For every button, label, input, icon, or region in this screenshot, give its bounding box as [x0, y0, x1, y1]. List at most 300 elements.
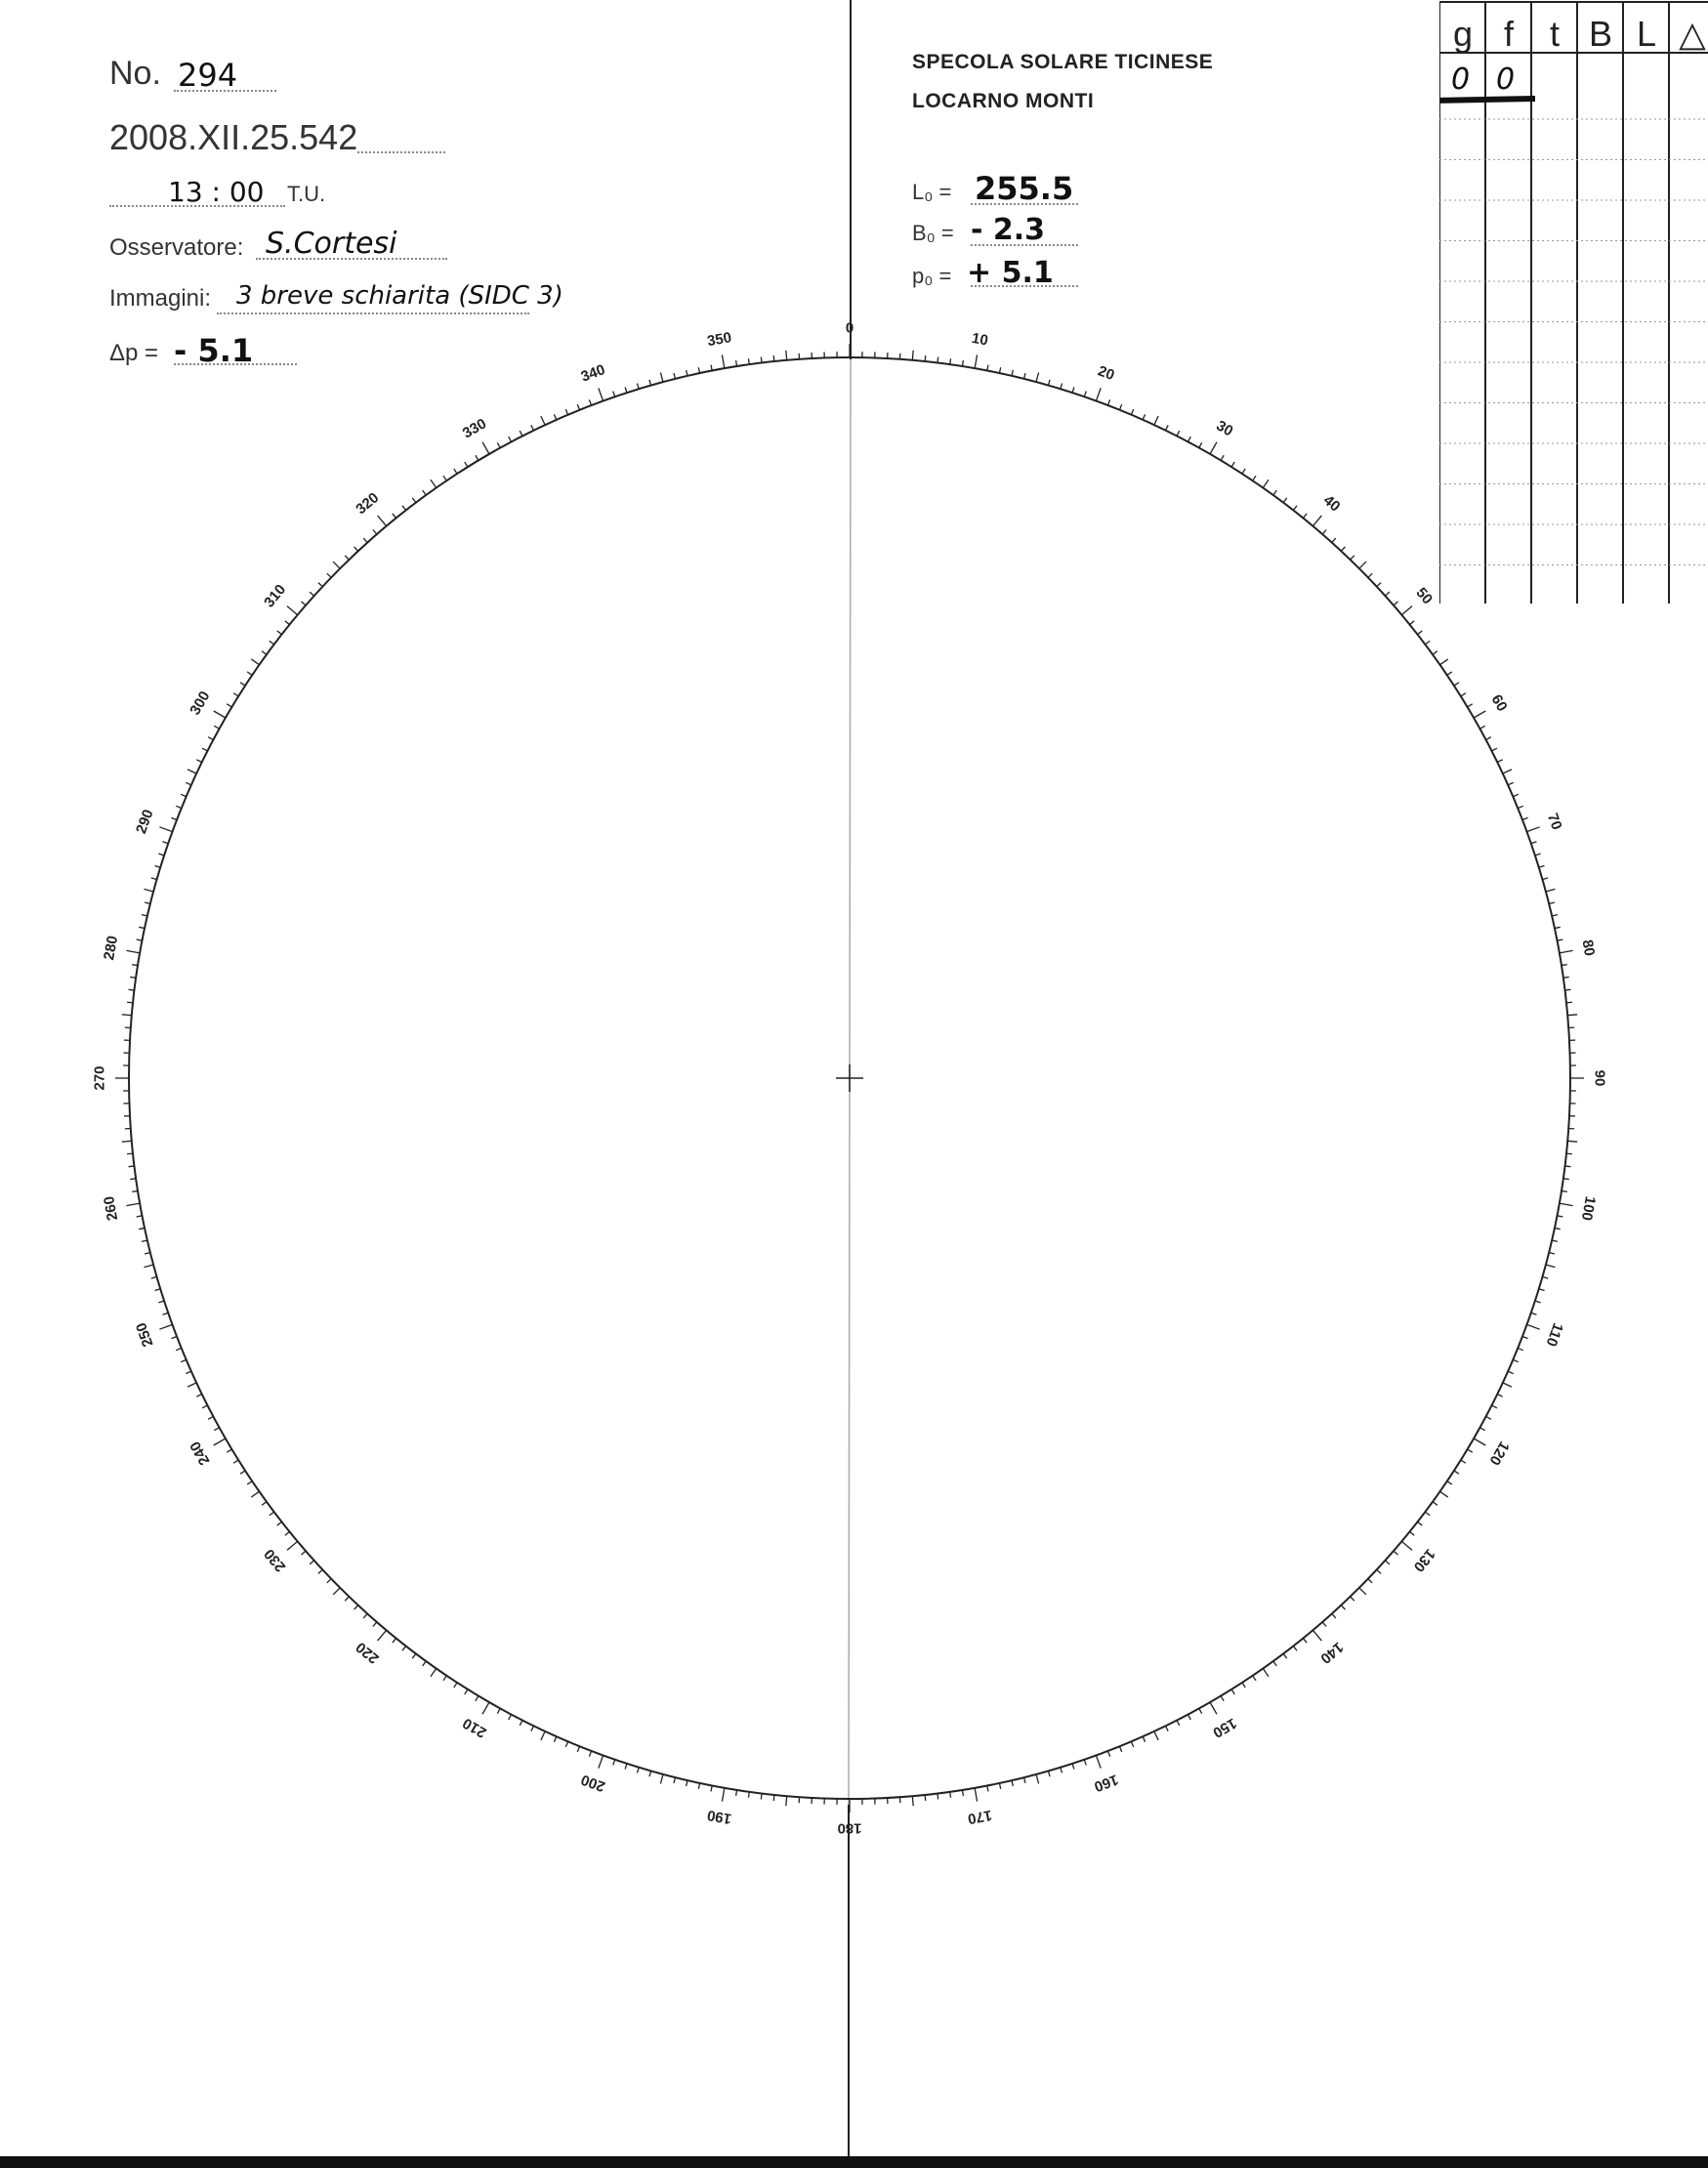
- tick-302: [233, 693, 238, 696]
- tick-21: [1107, 399, 1109, 405]
- tick-200: [599, 1755, 604, 1768]
- tick-141: [1303, 1639, 1307, 1644]
- number-label: No.: [109, 55, 161, 92]
- tick-258: [139, 1228, 145, 1229]
- tick-219: [393, 1639, 396, 1644]
- tick-144: [1273, 1661, 1277, 1666]
- tick-135: [1359, 1588, 1366, 1595]
- tick-149: [1221, 1696, 1224, 1701]
- tick-17: [1061, 384, 1062, 390]
- tick-195: [660, 1774, 663, 1784]
- tick-40: [1312, 516, 1321, 526]
- tick-label-250: 250: [133, 1320, 157, 1350]
- tick-14: [1024, 373, 1025, 379]
- tick-317: [354, 547, 358, 551]
- tick-152: [1187, 1715, 1190, 1720]
- tick-220: [378, 1630, 387, 1641]
- time-unit: T.U.: [287, 182, 326, 206]
- tick-227: [318, 1569, 322, 1573]
- tick-278: [130, 977, 136, 978]
- tick-label-290: 290: [133, 807, 157, 836]
- tick-286: [151, 878, 157, 880]
- tick-307: [270, 641, 274, 645]
- tick-264: [127, 1153, 133, 1154]
- tick-214: [443, 1676, 446, 1681]
- tick-25: [1154, 416, 1158, 425]
- tick-282: [139, 927, 145, 928]
- tick-236: [247, 1481, 252, 1484]
- tick-132: [1385, 1561, 1389, 1564]
- tick-226: [327, 1579, 331, 1583]
- tick-112: [1518, 1348, 1523, 1350]
- tick-252: [158, 1301, 164, 1303]
- tick-324: [423, 490, 427, 495]
- tick-256: [145, 1253, 150, 1254]
- tick-196: [649, 1771, 651, 1776]
- tick-101: [1557, 1216, 1562, 1217]
- tick-label-220: 220: [353, 1638, 383, 1667]
- tick-label-10: 10: [970, 329, 990, 350]
- header-delta: △: [1679, 14, 1706, 54]
- tick-122: [1461, 1460, 1466, 1463]
- tick-263: [129, 1166, 135, 1167]
- tick-label-170: 170: [966, 1806, 994, 1827]
- delta-p-value: - 5.1: [174, 332, 254, 369]
- tick-311: [301, 602, 306, 605]
- tick-248: [176, 1348, 182, 1350]
- tick-label-20: 20: [1095, 362, 1117, 385]
- tick-label-130: 130: [1409, 1545, 1438, 1575]
- tick-209: [497, 1708, 500, 1713]
- tick-127: [1425, 1512, 1430, 1516]
- tick-206: [531, 1726, 534, 1730]
- tick-74: [1542, 878, 1548, 880]
- tick-304: [247, 672, 252, 675]
- tick-23: [1131, 409, 1133, 415]
- tick-261: [132, 1190, 138, 1191]
- tick-113: [1513, 1359, 1519, 1361]
- tick-69: [1522, 817, 1528, 819]
- tick-337: [565, 409, 567, 415]
- tick-172: [950, 1792, 951, 1798]
- tick-191: [711, 1785, 712, 1791]
- tick-259: [137, 1216, 143, 1217]
- tick-100: [1560, 1203, 1573, 1205]
- tick-287: [155, 865, 161, 867]
- tick-label-0: 0: [845, 319, 854, 337]
- tick-318: [363, 538, 367, 542]
- tick-label-210: 210: [459, 1714, 490, 1741]
- tick-52: [1418, 631, 1423, 635]
- cell-g-1: 0: [1451, 63, 1471, 97]
- tick-321: [393, 514, 396, 519]
- tick-303: [240, 683, 245, 686]
- tick-170: [975, 1788, 977, 1802]
- tick-285: [144, 889, 153, 892]
- tick-257: [142, 1240, 147, 1241]
- header-t: t: [1549, 14, 1560, 54]
- tick-329: [476, 455, 479, 460]
- tick-280: [126, 950, 140, 952]
- tick-241: [214, 1428, 219, 1431]
- tick-47: [1377, 583, 1381, 587]
- p0-label: p₀ =: [912, 264, 952, 288]
- tick-108: [1535, 1301, 1541, 1303]
- tick-192: [698, 1783, 699, 1789]
- delta-p-label: Δp =: [109, 340, 159, 366]
- tick-10: [975, 354, 977, 368]
- tick-37: [1283, 498, 1287, 503]
- tick-104: [1549, 1253, 1555, 1254]
- institution-location: LOCARNO MONTI: [912, 90, 1095, 112]
- tick-label-200: 200: [578, 1771, 607, 1795]
- bottom-edge-bar: [0, 2156, 1708, 2168]
- tick-276: [127, 1002, 133, 1003]
- tick-157: [1131, 1741, 1133, 1747]
- tick-9: [962, 360, 963, 366]
- tick-300: [214, 711, 226, 718]
- tick-label-140: 140: [1316, 1638, 1347, 1667]
- tick-187: [761, 1793, 762, 1799]
- tick-262: [130, 1179, 136, 1180]
- tick-99: [1562, 1190, 1567, 1191]
- tick-175: [912, 1796, 913, 1806]
- tick-29: [1199, 442, 1202, 447]
- tick-197: [637, 1768, 639, 1773]
- tick-78: [1555, 927, 1561, 928]
- tick-79: [1557, 939, 1562, 940]
- tick-253: [155, 1289, 161, 1291]
- tick-19: [1084, 392, 1086, 397]
- tick-154: [1166, 1726, 1169, 1730]
- tick-81: [1562, 965, 1567, 966]
- tick-label-270: 270: [91, 1065, 108, 1091]
- tick-279: [132, 965, 138, 966]
- tick-58: [1461, 693, 1466, 696]
- tick-66: [1508, 782, 1513, 784]
- tick-137: [1341, 1605, 1345, 1609]
- tick-124: [1447, 1481, 1452, 1484]
- tick-162: [1072, 1764, 1074, 1770]
- tick-59: [1468, 704, 1473, 707]
- tick-84: [1566, 1002, 1572, 1003]
- tick-213: [454, 1683, 457, 1688]
- tick-label-190: 190: [705, 1806, 733, 1827]
- tick-323: [412, 498, 416, 503]
- tick-260: [126, 1203, 140, 1205]
- tick-345: [660, 372, 663, 382]
- tick-153: [1177, 1721, 1180, 1726]
- tick-65: [1503, 770, 1512, 773]
- tick-207: [520, 1721, 522, 1726]
- tick-328: [465, 462, 468, 467]
- tick-140: [1312, 1630, 1321, 1641]
- tick-354: [773, 355, 774, 361]
- tick-169: [987, 1785, 988, 1791]
- tick-310: [287, 606, 298, 615]
- tick-355: [786, 351, 787, 360]
- tick-341: [613, 392, 615, 397]
- tick-294: [186, 782, 190, 784]
- tick-27: [1177, 431, 1180, 436]
- tick-126: [1433, 1502, 1437, 1506]
- tick-161: [1084, 1760, 1086, 1766]
- tick-208: [509, 1715, 512, 1720]
- tick-96: [1566, 1153, 1572, 1154]
- tick-325: [431, 479, 437, 487]
- tick-label-110: 110: [1542, 1320, 1566, 1349]
- tick-label-90: 90: [1591, 1069, 1608, 1087]
- tick-326: [443, 476, 446, 480]
- tick-346: [674, 373, 675, 379]
- tick-243: [202, 1405, 207, 1408]
- tick-217: [412, 1653, 416, 1658]
- tick-277: [129, 989, 135, 990]
- tick-36: [1273, 490, 1277, 495]
- tick-221: [373, 1622, 377, 1627]
- tick-114: [1508, 1371, 1513, 1373]
- tick-117: [1492, 1405, 1497, 1408]
- tick-335: [541, 416, 545, 425]
- tick-label-240: 240: [187, 1438, 214, 1469]
- tick-label-260: 260: [101, 1194, 122, 1223]
- tick-210: [482, 1702, 489, 1714]
- tick-53: [1425, 641, 1430, 645]
- tick-label-280: 280: [101, 934, 122, 962]
- tick-167: [1012, 1780, 1013, 1786]
- tick-313: [318, 583, 322, 587]
- tick-label-340: 340: [578, 361, 607, 386]
- tick-171: [962, 1790, 963, 1796]
- header-l: L: [1636, 14, 1657, 54]
- tick-label-60: 60: [1487, 691, 1511, 715]
- tick-133: [1377, 1569, 1381, 1573]
- tick-205: [541, 1731, 545, 1740]
- tick-44: [1351, 556, 1354, 560]
- tick-142: [1293, 1647, 1297, 1651]
- tick-67: [1513, 794, 1519, 796]
- tick-83: [1564, 989, 1570, 990]
- tick-129: [1410, 1531, 1415, 1535]
- tick-118: [1486, 1416, 1491, 1419]
- tick-label-80: 80: [1578, 938, 1599, 958]
- tick-143: [1283, 1653, 1287, 1658]
- tick-97: [1564, 1166, 1570, 1167]
- tick-label-70: 70: [1543, 811, 1565, 833]
- tick-70: [1526, 827, 1539, 832]
- tick-label-120: 120: [1485, 1438, 1513, 1469]
- tick-305: [251, 659, 259, 665]
- tick-20: [1096, 388, 1101, 400]
- tick-18: [1072, 387, 1074, 393]
- tick-8: [950, 358, 951, 364]
- tick-160: [1096, 1755, 1101, 1768]
- tick-229: [301, 1551, 306, 1555]
- tick-120: [1474, 1438, 1485, 1445]
- tick-289: [163, 842, 169, 844]
- tick-235: [251, 1491, 259, 1497]
- tick-216: [423, 1661, 427, 1666]
- tick-232: [277, 1522, 282, 1525]
- tick-233: [270, 1512, 274, 1516]
- tick-202: [577, 1746, 579, 1752]
- tick-339: [589, 399, 591, 405]
- b0-label: B₀ =: [912, 221, 954, 245]
- tick-211: [476, 1696, 479, 1701]
- tick-146: [1253, 1676, 1256, 1681]
- tick-312: [310, 592, 313, 596]
- tick-26: [1166, 425, 1169, 430]
- tick-225: [333, 1588, 340, 1595]
- tick-190: [722, 1788, 724, 1802]
- tick-340: [599, 388, 604, 400]
- tick-237: [240, 1471, 245, 1474]
- tick-label-160: 160: [1092, 1771, 1121, 1795]
- tick-314: [327, 573, 331, 577]
- tick-212: [465, 1689, 468, 1694]
- tick-98: [1563, 1179, 1569, 1180]
- tick-48: [1385, 592, 1389, 596]
- tick-201: [589, 1751, 591, 1757]
- tick-32: [1231, 462, 1234, 467]
- tick-174: [925, 1795, 926, 1801]
- tick-247: [181, 1359, 187, 1361]
- tick-336: [554, 414, 556, 419]
- tick-343: [637, 384, 639, 390]
- number-value: 294: [178, 57, 238, 94]
- tick-251: [163, 1313, 169, 1314]
- tick-254: [151, 1276, 157, 1278]
- tick-111: [1522, 1336, 1528, 1338]
- tick-46: [1368, 573, 1372, 577]
- tick-110: [1526, 1324, 1539, 1329]
- tick-label-310: 310: [261, 581, 290, 611]
- tick-34: [1253, 476, 1256, 480]
- tick-308: [277, 631, 282, 635]
- tick-57: [1454, 683, 1459, 686]
- tick-334: [531, 425, 534, 430]
- tick-73: [1539, 865, 1545, 867]
- tick-41: [1322, 529, 1326, 534]
- tick-316: [345, 556, 349, 560]
- tick-306: [262, 651, 267, 655]
- tick-244: [196, 1395, 201, 1397]
- tick-77: [1552, 915, 1558, 916]
- tick-45: [1359, 562, 1366, 568]
- tick-128: [1418, 1522, 1423, 1525]
- tick-60: [1474, 711, 1485, 718]
- tick-30: [1210, 442, 1217, 454]
- tick-11: [987, 365, 988, 371]
- tick-239: [227, 1449, 231, 1452]
- l0-value: 255.5: [975, 170, 1074, 207]
- tick-24: [1143, 414, 1145, 419]
- tick-231: [285, 1531, 290, 1535]
- tick-72: [1535, 854, 1541, 855]
- tick-39: [1303, 514, 1307, 519]
- tick-label-320: 320: [353, 489, 383, 519]
- tick-5: [912, 351, 913, 360]
- tick-349: [711, 365, 712, 371]
- tick-342: [625, 387, 627, 393]
- tick-218: [402, 1647, 406, 1651]
- tick-330: [482, 442, 489, 454]
- tick-298: [208, 737, 213, 740]
- tick-242: [208, 1416, 213, 1419]
- tick-134: [1368, 1579, 1372, 1583]
- tick-28: [1187, 437, 1190, 441]
- tick-145: [1263, 1669, 1269, 1677]
- tick-148: [1231, 1689, 1234, 1694]
- tick-label-150: 150: [1209, 1714, 1240, 1741]
- tick-63: [1492, 748, 1497, 751]
- tick-290: [159, 827, 172, 832]
- tick-222: [363, 1613, 367, 1617]
- tick-43: [1341, 547, 1345, 551]
- tick-353: [761, 357, 762, 363]
- header-g: g: [1452, 14, 1474, 54]
- tick-label-300: 300: [187, 688, 214, 719]
- tick-109: [1531, 1313, 1537, 1314]
- images-value: 3 breve schiarita (SIDC 3): [236, 281, 563, 311]
- tick-38: [1293, 506, 1297, 511]
- tick-125: [1440, 1491, 1448, 1497]
- cell-f-1: 0: [1496, 63, 1516, 97]
- tick-327: [454, 469, 457, 474]
- tick-label-50: 50: [1412, 584, 1437, 608]
- tick-188: [748, 1792, 749, 1798]
- tick-82: [1563, 977, 1569, 978]
- tick-136: [1351, 1597, 1354, 1601]
- tick-309: [285, 621, 290, 625]
- tick-80: [1560, 950, 1573, 952]
- tick-103: [1552, 1240, 1558, 1241]
- tick-240: [214, 1438, 226, 1445]
- tick-301: [227, 704, 231, 707]
- tick-159: [1107, 1751, 1109, 1757]
- tick-158: [1119, 1746, 1121, 1752]
- tick-351: [736, 360, 737, 366]
- tick-203: [565, 1741, 567, 1747]
- b0-value: - 2.3: [971, 213, 1046, 247]
- tick-333: [520, 431, 522, 436]
- tick-13: [1012, 370, 1013, 376]
- tick-344: [649, 380, 651, 386]
- tick-62: [1486, 737, 1491, 740]
- tick-12: [999, 367, 1000, 373]
- tick-204: [554, 1736, 556, 1741]
- tick-348: [698, 367, 699, 373]
- tick-245: [187, 1383, 196, 1387]
- tick-332: [509, 437, 512, 441]
- tick-246: [186, 1371, 190, 1373]
- tick-292: [176, 806, 182, 808]
- tick-33: [1242, 469, 1245, 474]
- tick-138: [1332, 1613, 1336, 1617]
- tick-275: [122, 1015, 132, 1016]
- tick-121: [1468, 1449, 1473, 1452]
- tick-31: [1221, 455, 1224, 460]
- tick-95: [1567, 1141, 1577, 1142]
- tick-223: [354, 1605, 358, 1609]
- tick-288: [158, 854, 164, 855]
- tick-185: [786, 1796, 787, 1806]
- tick-338: [577, 404, 579, 410]
- tick-164: [1048, 1771, 1050, 1776]
- tick-166: [1024, 1777, 1025, 1783]
- header-b: B: [1588, 14, 1612, 54]
- p0-value: + 5.1: [967, 256, 1054, 290]
